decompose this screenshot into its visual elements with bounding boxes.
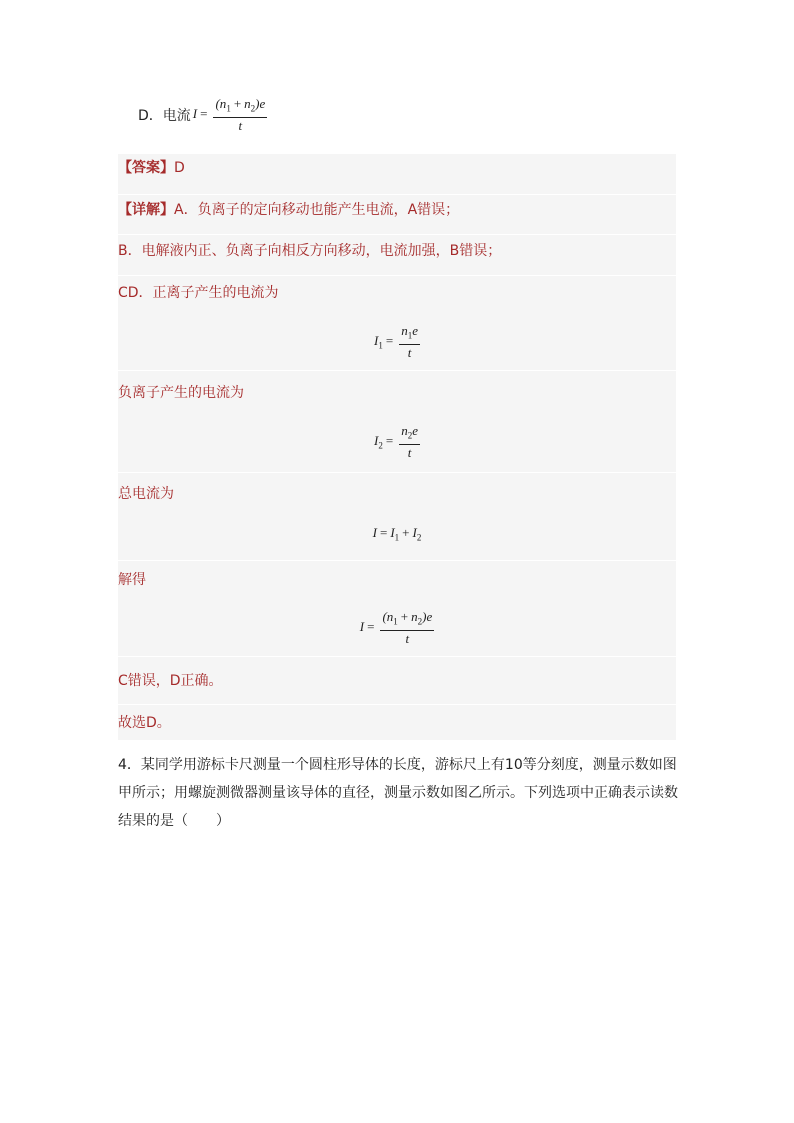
detail-tag: 【详解】 bbox=[118, 202, 174, 218]
option-d-label: D．电流 bbox=[138, 108, 191, 124]
detail-solve-line: 解得 bbox=[118, 572, 146, 588]
detail-cd-line: CD．正离子产生的电流为 bbox=[118, 285, 279, 301]
answer-line bbox=[118, 157, 185, 177]
detail-choice-line: 故选D。 bbox=[118, 715, 171, 731]
detail-conclusion-line: C错误，D正确。 bbox=[118, 673, 223, 689]
option-d-formula: I = $\frac{(n_1 + n_2)e}{t}$ bbox=[192, 96, 266, 133]
equation-negative-current: $I_2$ = $\frac{n_2e}{t}$ bbox=[374, 423, 418, 460]
option-d bbox=[138, 95, 267, 135]
detail-negative-line: 负离子产生的电流为 bbox=[118, 385, 244, 401]
answer-tag: 【答案】 bbox=[118, 160, 174, 176]
detail-a-line: 【详解】A．负离子的定向移动也能产生电流，A错误； bbox=[118, 202, 460, 218]
question-4: 4．某同学用游标卡尺测量一个圆柱形导体的长度，游标尺上有10等分刻度，测量示数如图甲所示；用螺旋测微器测量该导体的直径，测量示数如图乙所示。下列选项中正确表示读数结果的是（ ） bbox=[118, 757, 678, 829]
equation-positive-current: $I_1$ = $\frac{n_1e}{t}$ bbox=[374, 323, 418, 360]
equation-solution: I = $\frac{(n_1 + n_2)e}{t}$ bbox=[359, 609, 433, 646]
answer-explanation-block bbox=[118, 154, 676, 740]
equation-total-current: $I = I_1 + I_2$ bbox=[372, 525, 422, 543]
answer-value: D bbox=[174, 160, 185, 176]
detail-total-line: 总电流为 bbox=[118, 486, 174, 502]
detail-b-line: B．电解液内正、负离子向相反方向移动，电流加强，B错误； bbox=[118, 243, 502, 259]
